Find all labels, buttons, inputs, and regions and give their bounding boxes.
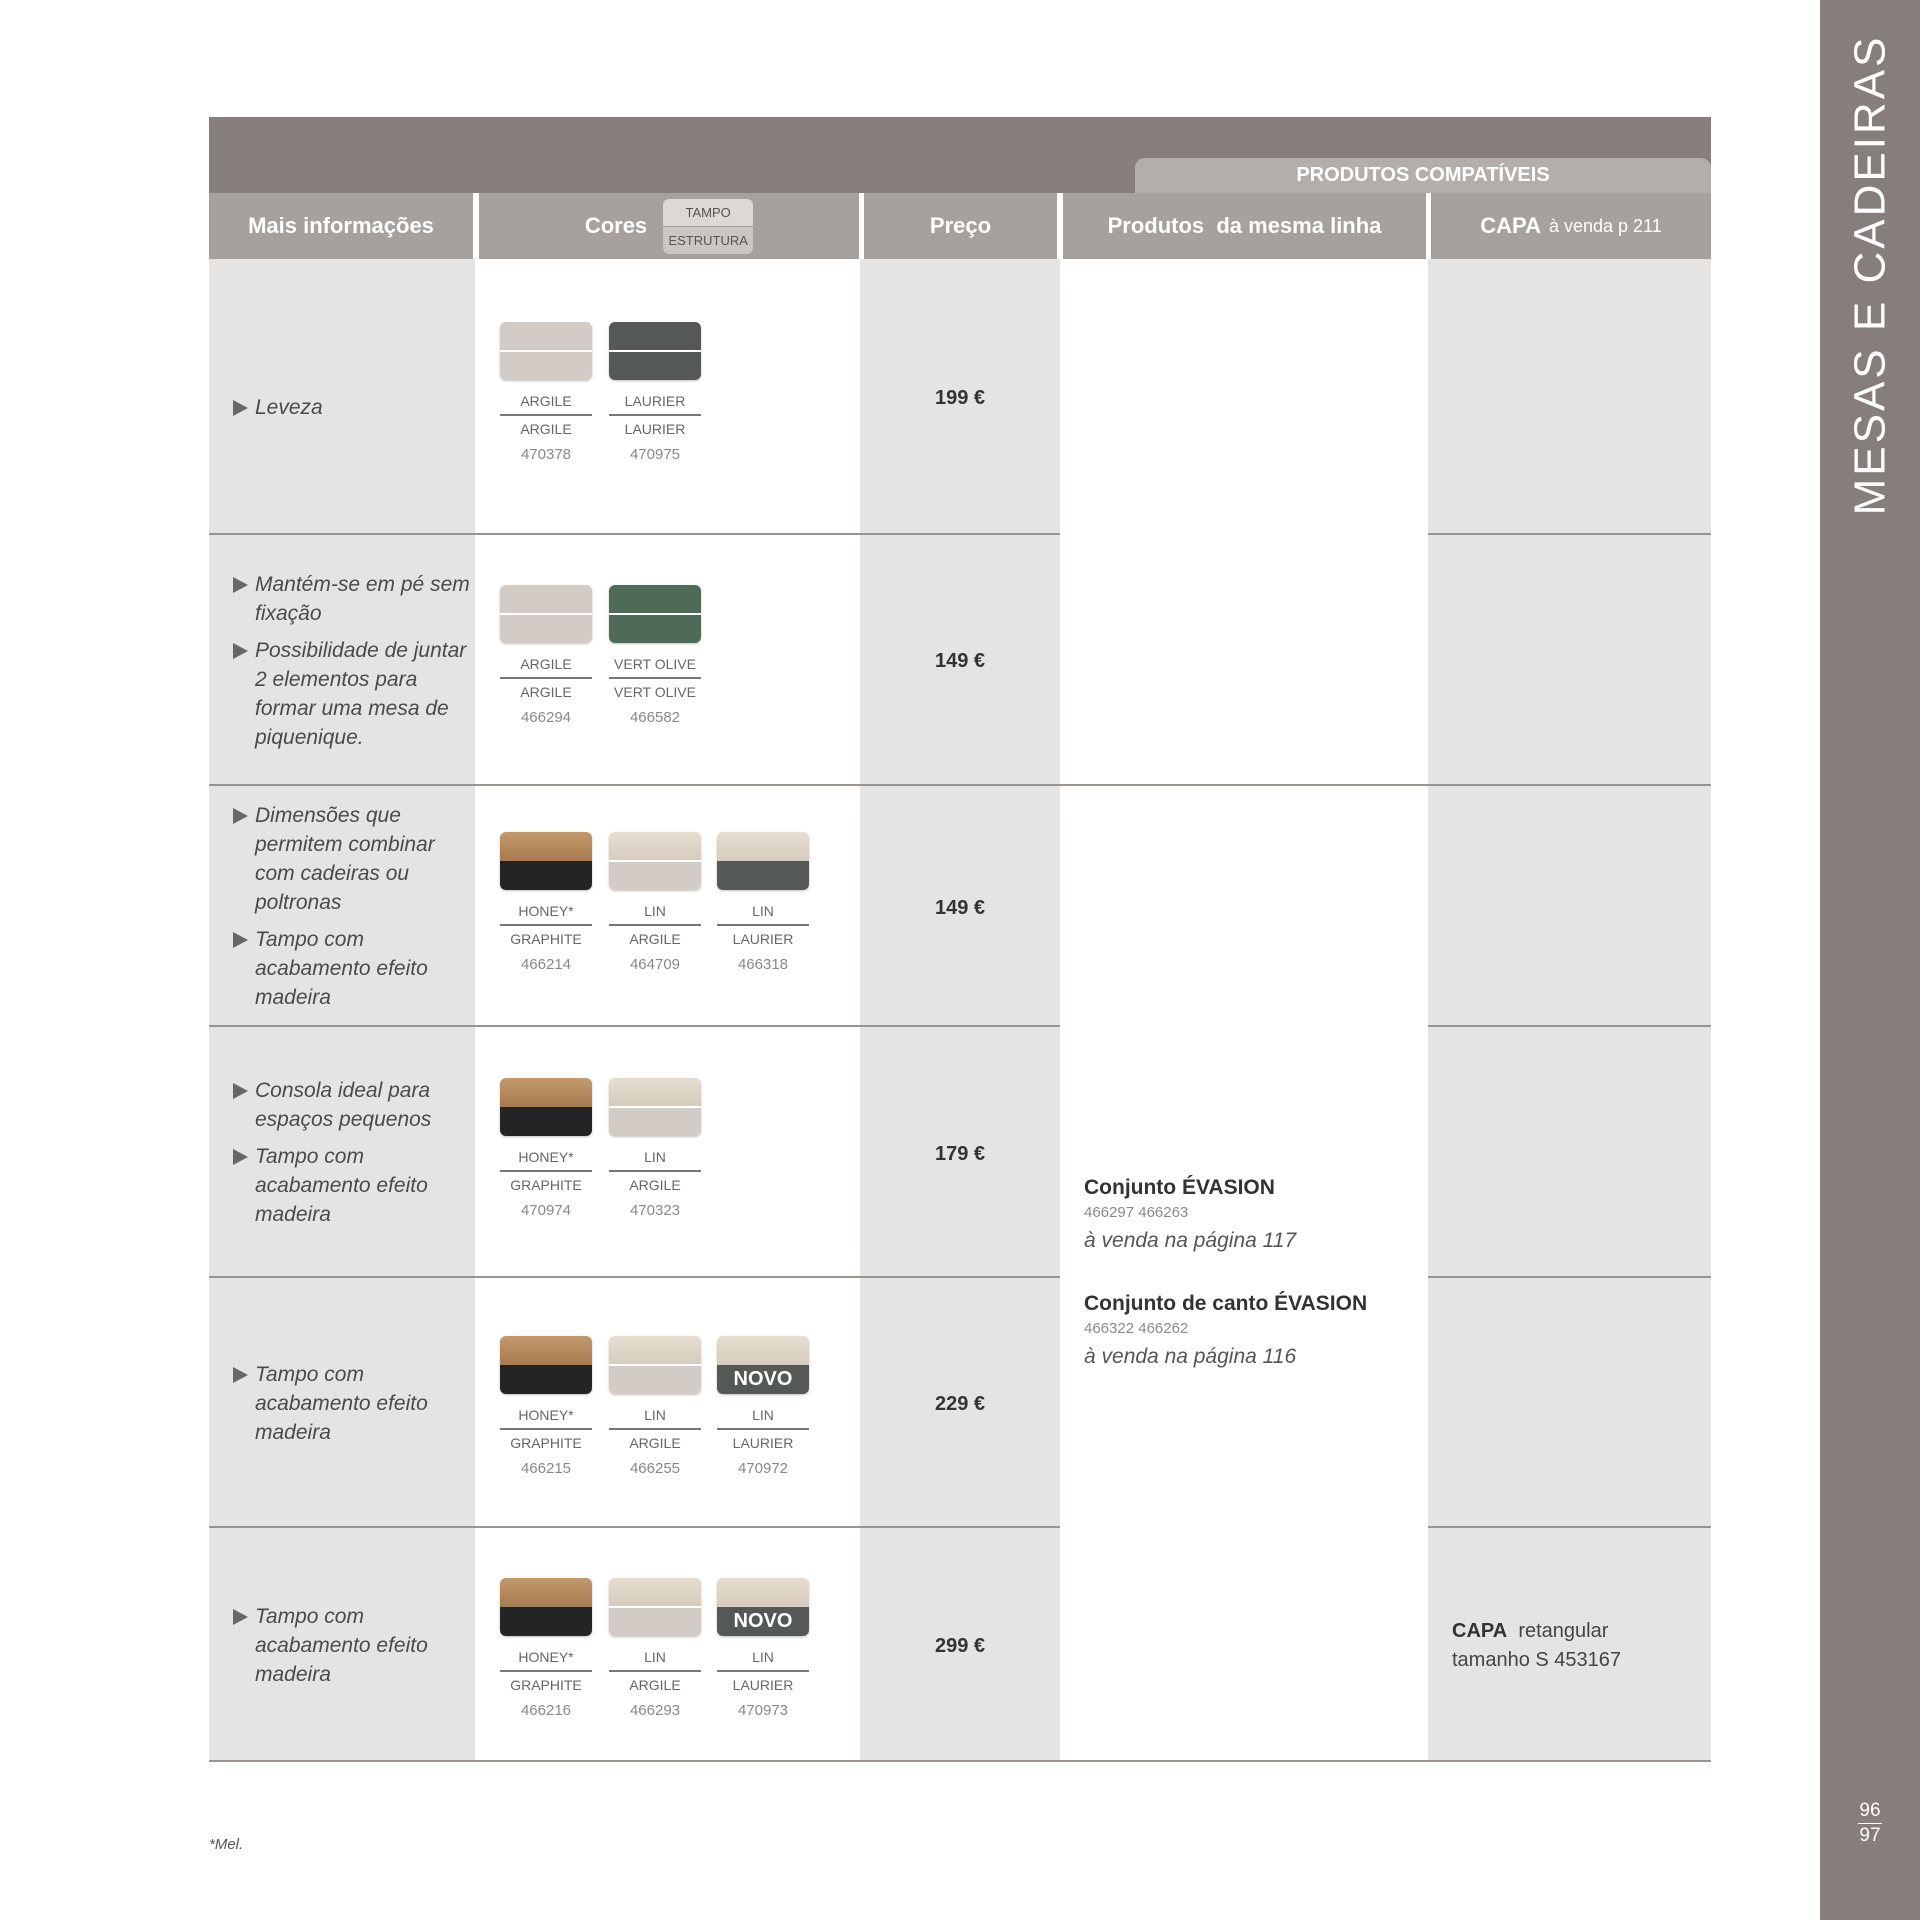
swatch-bottom-name: GRAPHITE (510, 1677, 582, 1693)
swatch-code: 466582 (629, 709, 681, 726)
color-swatch (500, 1078, 592, 1224)
page-numbers (1820, 1800, 1920, 1847)
swatch-bottom-name: LAURIER (732, 931, 794, 947)
page-number-left: 96 (1859, 1800, 1881, 1821)
swatch-top-name: ARGILE (500, 651, 592, 679)
color-swatch (717, 1336, 809, 1482)
row-info (232, 393, 472, 430)
section-title (1820, 34, 1920, 516)
swatch-bottom-name: LAURIER (624, 421, 686, 437)
row-separator (209, 1276, 1060, 1278)
color-swatch (609, 1078, 701, 1224)
row-separator (209, 1025, 1060, 1027)
swatch-bottom-name: LAURIER (732, 1435, 794, 1451)
swatch-chip (609, 832, 701, 890)
color-swatch (500, 322, 592, 468)
swatch-code: 464709 (629, 956, 681, 973)
page-number-divider (1858, 1823, 1882, 1824)
info-bullet: Tampo com acabamento efeito madeira (232, 1602, 472, 1689)
swatch-top-name: HONEY* (500, 1144, 592, 1172)
swatch-code: 470975 (629, 446, 681, 463)
compatible-product-codes: 466322 466262 (1084, 1320, 1189, 1337)
compatible-product-page-ref: à venda na página 116 (1084, 1345, 1297, 1368)
color-swatch (500, 832, 592, 978)
compatible-product-name: Conjunto ÉVASION (1084, 1176, 1275, 1199)
capa-info (1452, 1617, 1692, 1675)
color-swatch (609, 1336, 701, 1482)
swatch-top-name: LIN (609, 1144, 701, 1172)
swatch-code: 466216 (520, 1702, 572, 1719)
swatch-bottom-name: ARGILE (629, 931, 681, 947)
header-capa-rest: à venda p 211 (1548, 215, 1662, 236)
swatch-top-name: LIN (609, 1644, 701, 1672)
capa-type: retangular (1518, 1620, 1609, 1642)
swatch-chip (717, 1336, 809, 1394)
row-info (232, 570, 472, 760)
header-price (864, 193, 1057, 259)
swatch-bottom-name: GRAPHITE (510, 1177, 582, 1193)
color-swatch (500, 1578, 592, 1724)
swatch-chip (500, 1336, 592, 1394)
compatible-products-tab: PRODUTOS COMPATÍVEIS (1135, 158, 1711, 193)
info-bullet: Consola ideal para espaços pequenos (232, 1076, 472, 1134)
row-separator (1428, 1526, 1711, 1528)
footnote: *Mel. (209, 1836, 244, 1853)
colors-column-bg (475, 259, 860, 1760)
same-line-column-bg (1060, 259, 1428, 1760)
row-info (232, 1360, 472, 1455)
compatible-product-page-ref: à venda na página 117 (1084, 1229, 1297, 1252)
header-price-label: Preço (929, 213, 992, 238)
info-bullet: Dimensões que permitem combinar com cadeiras ou poltronas (232, 801, 472, 917)
swatch-code: 466214 (520, 956, 572, 973)
color-swatch (609, 832, 701, 978)
row-separator (209, 1526, 1060, 1528)
swatch-chip (609, 1078, 701, 1136)
header-same-line (1063, 193, 1426, 259)
info-bullet: Possibilidade de juntar 2 elementos para formar uma mesa de piquenique. (232, 636, 472, 752)
info-bullet: Tampo com acabamento efeito madeira (232, 925, 472, 1012)
swatch-top-name: HONEY* (500, 898, 592, 926)
swatch-chip (717, 1578, 809, 1636)
table-bottom-line (209, 1760, 1711, 1762)
compatible-product-name: Conjunto de canto ÉVASION (1084, 1292, 1368, 1315)
price: 229 € (934, 1393, 986, 1415)
row-info (232, 1602, 472, 1697)
swatch-code: 470378 (520, 446, 572, 463)
color-swatch (609, 585, 701, 731)
swatch-chip (500, 1578, 592, 1636)
row-separator (1428, 1276, 1711, 1278)
row-info (232, 801, 472, 1020)
swatch-top-name: HONEY* (500, 1402, 592, 1430)
price: 179 € (934, 1143, 986, 1165)
row-separator (1428, 533, 1711, 535)
swatch-top-name: HONEY* (500, 1644, 592, 1672)
header-colors-label: Cores (584, 213, 648, 238)
swatch-chip (500, 832, 592, 890)
row-info (232, 1076, 472, 1237)
color-swatch (500, 585, 592, 731)
swatch-top-name: ARGILE (500, 388, 592, 416)
swatch-bottom-name: ARGILE (629, 1677, 681, 1693)
color-swatch (609, 322, 701, 468)
swatch-chip (500, 322, 592, 380)
swatch-chip (500, 585, 592, 643)
row-separator (1428, 1025, 1711, 1027)
swatch-bottom-name: VERT OLIVE (614, 684, 696, 700)
header-same-line-label: Produtos da mesma linha (1107, 213, 1382, 238)
swatch-code: 470973 (737, 1702, 789, 1719)
swatch-top-name: LIN (717, 898, 809, 926)
swatch-bottom-name: GRAPHITE (510, 1435, 582, 1451)
capa-column-bg (1428, 259, 1711, 1760)
swatch-bottom-name: LAURIER (732, 1677, 794, 1693)
header-info (209, 193, 473, 259)
swatch-chip (609, 1578, 701, 1636)
price: 299 € (934, 1635, 986, 1657)
section-title-text: MESAS E CADEIRAS (1845, 34, 1894, 516)
swatch-chip (609, 322, 701, 380)
header-info-label: Mais informações (248, 213, 434, 238)
swatch-code: 466215 (520, 1460, 572, 1477)
swatch-bottom-name: GRAPHITE (510, 931, 582, 947)
price: 149 € (934, 650, 986, 672)
swatch-bottom-name: ARGILE (629, 1435, 681, 1451)
price: 199 € (934, 387, 986, 409)
color-legend (663, 199, 753, 254)
swatch-code: 470974 (520, 1202, 572, 1219)
new-badge: NOVO (717, 1607, 809, 1636)
swatch-top-name: VERT OLIVE (609, 651, 701, 679)
info-bullet: Tampo com acabamento efeito madeira (232, 1142, 472, 1229)
header-colors (479, 193, 859, 259)
new-badge: NOVO (717, 1365, 809, 1394)
row-separator (209, 533, 1060, 535)
header-capa-bold: CAPA (1480, 213, 1541, 238)
info-bullet: Leveza (232, 393, 472, 422)
color-swatch (609, 1578, 701, 1724)
header-capa (1431, 193, 1711, 259)
swatch-top-name: LIN (717, 1402, 809, 1430)
compatible-product (1084, 1174, 1404, 1258)
color-swatch (500, 1336, 592, 1482)
swatch-code: 470972 (737, 1460, 789, 1477)
color-swatch (717, 1578, 809, 1724)
swatch-code: 466293 (629, 1702, 681, 1719)
legend-bottom: ESTRUTURA (663, 226, 753, 254)
swatch-bottom-name: ARGILE (520, 684, 572, 700)
swatch-top-name: LIN (717, 1644, 809, 1672)
swatch-bottom-name: ARGILE (629, 1177, 681, 1193)
color-swatch (717, 832, 809, 978)
legend-top: TAMPO (663, 199, 753, 226)
swatch-chip (500, 1078, 592, 1136)
swatch-chip (717, 832, 809, 890)
swatch-top-name: LIN (609, 1402, 701, 1430)
swatch-code: 470323 (629, 1202, 681, 1219)
price: 149 € (934, 897, 986, 919)
info-bullet: Mantém-se em pé sem fixação (232, 570, 472, 628)
capa-size-code: tamanho S 453167 (1452, 1649, 1622, 1671)
swatch-top-name: LIN (609, 898, 701, 926)
capa-bold: CAPA (1452, 1620, 1508, 1642)
swatch-chip (609, 585, 701, 643)
swatch-code: 466318 (737, 956, 789, 973)
swatch-chip (609, 1336, 701, 1394)
swatch-code: 466294 (520, 709, 572, 726)
info-bullet: Tampo com acabamento efeito madeira (232, 1360, 472, 1447)
row-separator (209, 784, 1711, 786)
compatible-product-codes: 466297 466263 (1084, 1204, 1189, 1221)
swatch-code: 466255 (629, 1460, 681, 1477)
swatch-bottom-name: ARGILE (520, 421, 572, 437)
swatch-top-name: LAURIER (609, 388, 701, 416)
price-column-bg (860, 259, 1060, 1760)
compatible-product (1084, 1290, 1404, 1374)
page-number-right: 97 (1859, 1825, 1881, 1846)
